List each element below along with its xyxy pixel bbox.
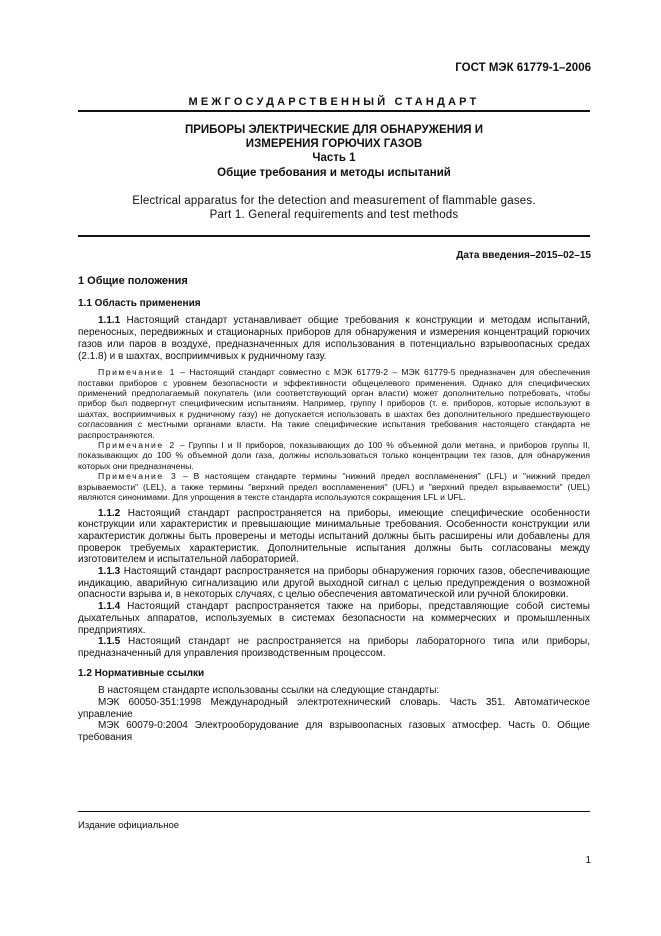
footer-rule — [78, 811, 590, 812]
paragraph-1-1-3 — [78, 566, 590, 601]
clause-number: 1.1.5 — [98, 636, 121, 648]
clause-text: Настоящий стандарт распространяется на приборы обнаружения горючих газов, обеспечивающие индикацию, аварийную сигнализацию или другой выходной сигнал с целью предупреждения о возможной опасности взрыва и, в некоторых случаях, с целью обеспечения автоматической или ручной блокировки. — [78, 566, 590, 601]
subsection-heading-scope: 1.1 Область применения — [78, 297, 201, 309]
clause-number: 1.1.2 — [98, 507, 121, 519]
paragraph-1-1-2 — [78, 508, 590, 567]
document-body — [78, 276, 590, 744]
note-3 — [78, 471, 590, 502]
title-subtitle: Общие требования и методы испытаний — [217, 166, 451, 179]
references-intro: В настоящем стандарте использованы ссылки на следующие стандарты: — [98, 685, 440, 697]
reference-1: МЭК 60050-351:1998 Международный электротехнический словарь. Часть 351. Автоматическое управление — [78, 697, 590, 720]
note-label: Примечание 3 — [98, 471, 178, 482]
note-text: – Настоящий стандарт совместно с МЭК 61779-2 – МЭК 61779-5 предназначен для обеспечения поставки приборов с уровнем безопасности и эффективности общецелевого применения. Однако для специфических применений предполагаемый покупатель (или соответствующий орган власти) может дополнительно потребовать, чтобы прибор был подвергнут специфическим испытаниям. Например, группу I приборов (т. е. приборов, которые используют в шахтах, восприимчивых к рудничному газу) не допускается использовать в шахтах без дополнительного предшествующего согласования с местными органами власти. На такие специфические испытания требования настоящего стандарта не распространяются. — [78, 367, 590, 440]
clause-text: Настоящий стандарт распространяется также на приборы, представляющие собой системы дыхательных аппаратов, используемых в системах безопасности на коммерческих и промышленных предприятиях. — [78, 601, 590, 636]
title-line-2: ИЗМЕРЕНИЯ ГОРЮЧИХ ГАЗОВ — [245, 138, 423, 151]
official-edition-label: Издание официальное — [78, 820, 180, 831]
english-title-line-1: Electrical apparatus for the detection and measurement of flammable gases. — [132, 195, 536, 207]
clause-number: 1.1.3 — [98, 566, 121, 578]
note-text: – В настоящем стандарте термины "нижний предел воспламенения" (LFL) и "нижний предел взрываемости" (LEL), а также термины "верхний предел воспламенения" (UFL) и "верхний предел взрываемости" (UEL) являются синонимами. Для упрощения в тексте стандарта используются сокращения LFL и UFL. — [78, 471, 590, 503]
reference-2: МЭК 60079-0:2004 Электрооборудование для взрывоопасных газовых атмосфер. Часть 0. Общие требования — [78, 720, 590, 744]
title-line-1: ПРИБОРЫ ЭЛЕКТРИЧЕСКИЕ ДЛЯ ОБНАРУЖЕНИЯ И — [184, 124, 484, 136]
note-1 — [78, 367, 590, 440]
clause-text: Настоящий стандарт не распространяется на приборы лабораторного типа или приборы, предназначенный для управления производственным процессом. — [78, 636, 590, 659]
title-part: Часть 1 — [312, 152, 356, 165]
clause-number: 1.1.4 — [98, 601, 121, 613]
clause-text: Настоящий стандарт устанавливает общие требования к конструкции и методам испытаний, переносных, передвижных и стационарных приборов для обнаружения и измерения концентраций горючих газов или паров в воздухе, предназначенных для использования в потенциально взрывоопасных средах (2.1.8) и в шахтах, восприимчивых к рудничному газу. — [78, 315, 590, 362]
note-label: Примечание 2 — [98, 440, 176, 451]
english-title-line-2: Part 1. General requirements and test methods — [209, 209, 459, 221]
paragraph-1-1-1 — [78, 315, 590, 362]
title-rule — [78, 235, 590, 237]
paragraph-1-1-5 — [78, 636, 590, 659]
note-label: Примечание 1 — [98, 367, 176, 378]
clause-number: 1.1.1 — [98, 315, 121, 327]
page-number: 1 — [585, 855, 591, 866]
interstate-standard-title: МЕЖГОСУДАРСТВЕННЫЙ СТАНДАРТ — [188, 96, 480, 108]
gost-code: ГОСТ МЭК 61779-1–2006 — [455, 62, 591, 74]
section-heading: 1 Общие положения — [78, 275, 188, 287]
clause-text: Настоящий стандарт распространяется на приборы, имеющие специфические особенности конструкции или характеристик и превышающие минимальные требования. Особенности конструкции или характеристик должны быть проверены и методы испытаний должны быть расширены или добавлены для проверок требуемых характеристик. Дополнительные испытания должны быть согласованы между изготовителем и испытательной лабораторией. — [78, 507, 590, 566]
note-2 — [78, 440, 590, 471]
english-title — [78, 194, 590, 222]
note-text: – Группы I и II приборов, показывающих до 100 % объемной доли метана, и приборов группы II, показывающих до 100 % объемной доли газа, должны использоваться только концентрации тех газов, для обнаружения которых они предназначены. — [78, 440, 591, 471]
subsection-heading-normative-refs: 1.2 Нормативные ссылки — [78, 667, 205, 679]
paragraph-1-1-4 — [78, 601, 590, 636]
introduction-date: Дата введения–2015–02–15 — [456, 250, 591, 261]
russian-title — [78, 123, 590, 180]
header-rule — [78, 110, 590, 112]
